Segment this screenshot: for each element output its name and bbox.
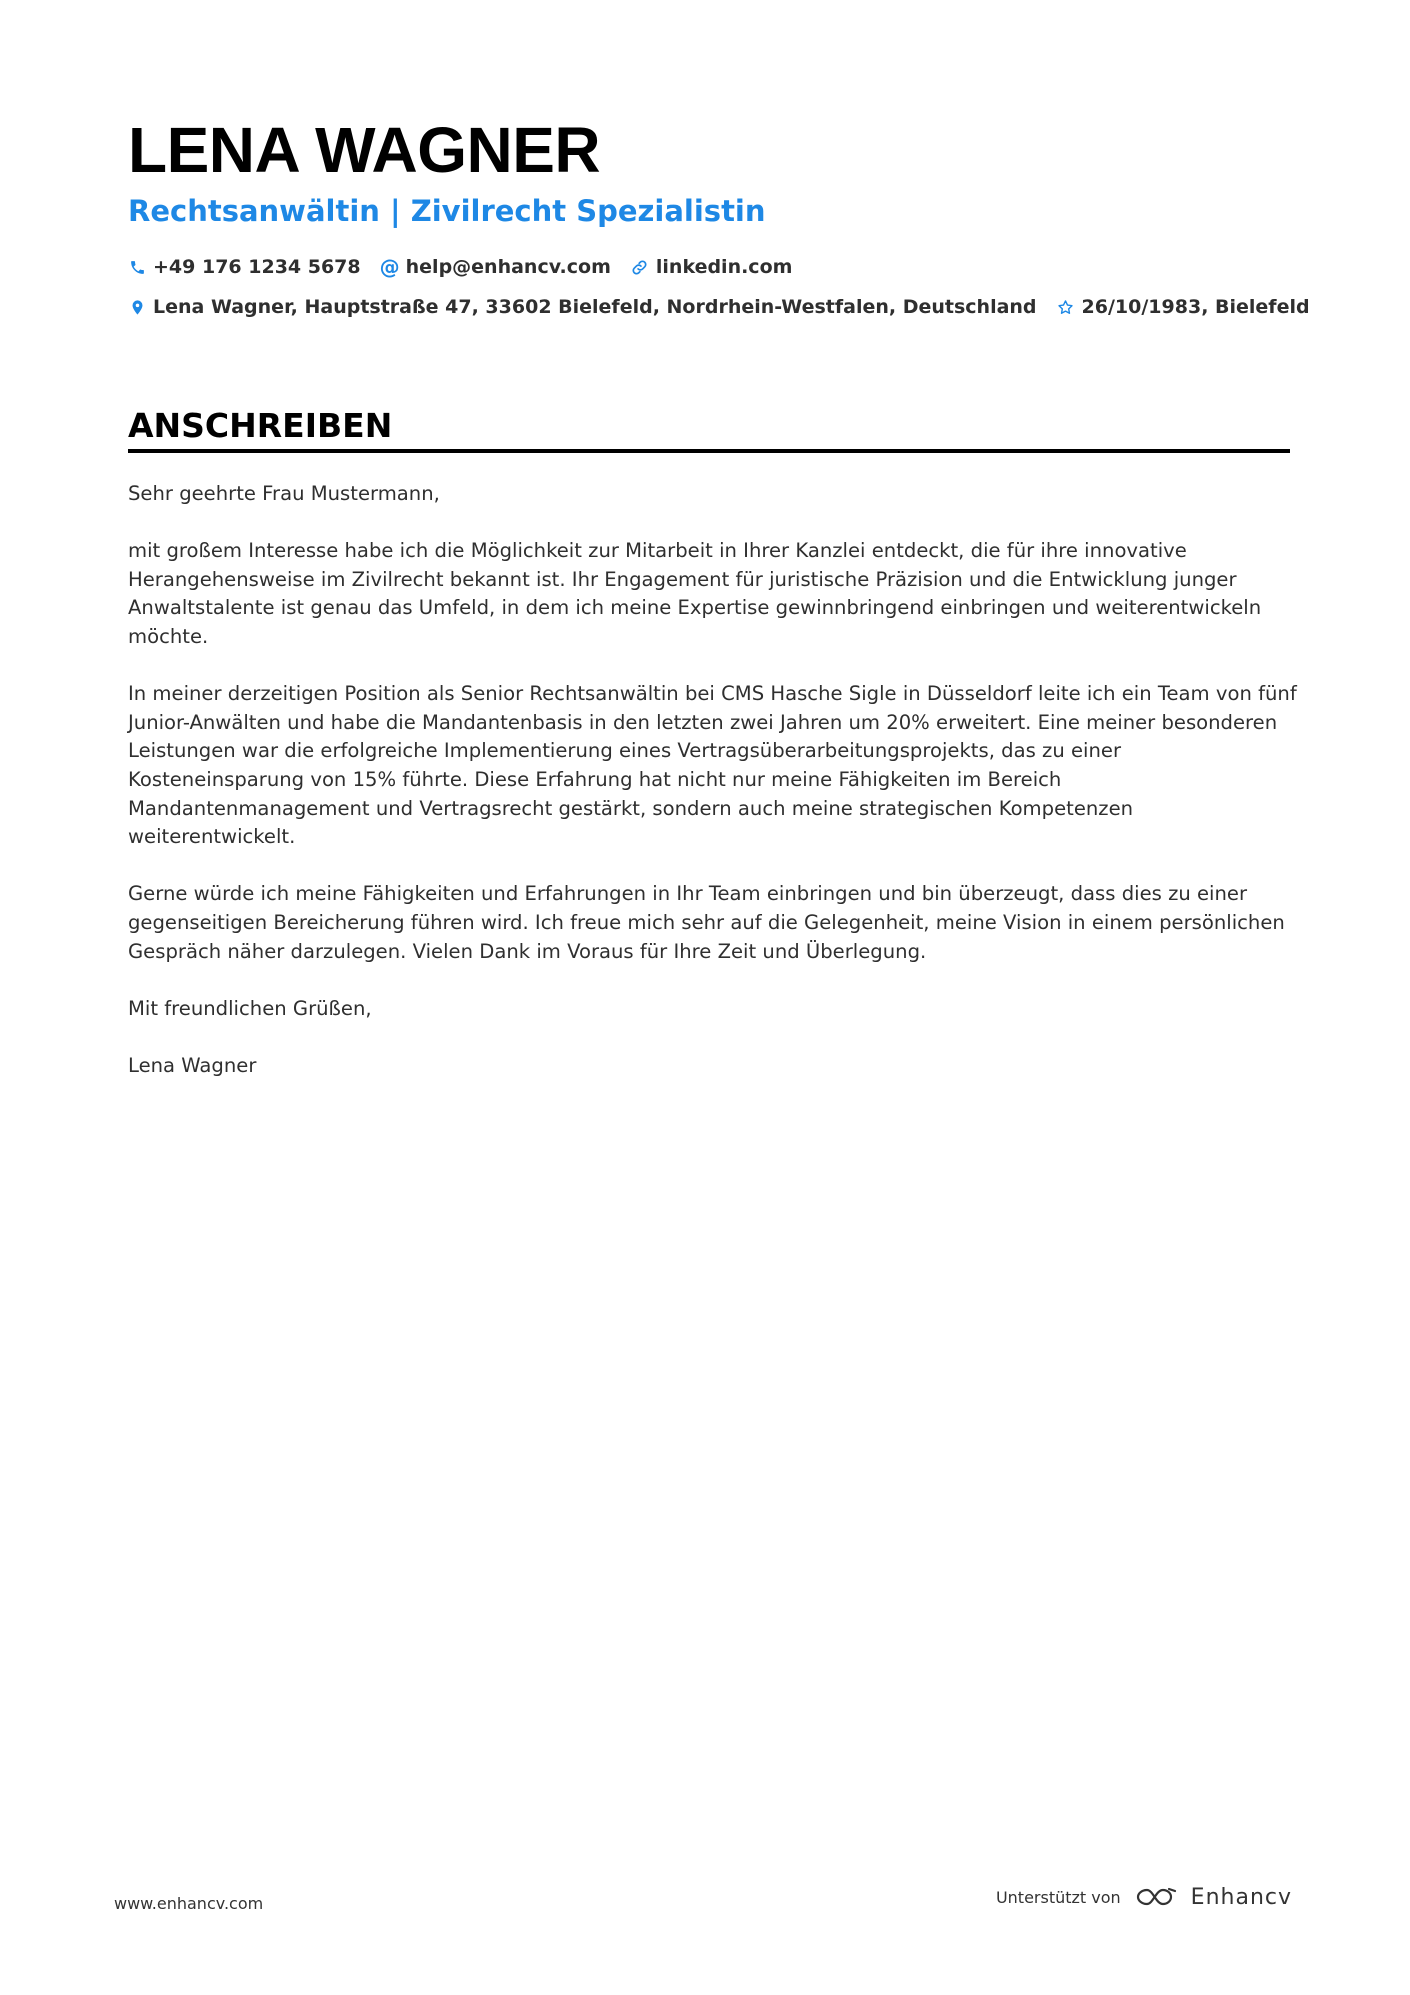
contact-address-text: Lena Wagner, Hauptstraße 47, 33602 Bielefeld, Nordrhein-Westfalen, Deutschland bbox=[153, 296, 1037, 318]
contact-birth bbox=[1057, 296, 1310, 318]
applicant-name: LENA WAGNER bbox=[128, 114, 601, 186]
contact-row-secondary bbox=[128, 292, 1330, 322]
section-divider bbox=[128, 449, 1290, 453]
letter-paragraph-2: In meiner derzeitigen Position als Senior Rechtsanwältin bei CMS Hasche Sigle in Düsseldorf leite ich ein Team von fünf Junior-Anwälten und habe die Mandantenbasis in den letzten zwei Jahren um 20% erweitert. Eine meiner besonderen Leistungen war die erfolgreiche Implementierung eines Vertragsüberarbeitungsprojekts, das zu einer Kosteneinsparung von 15% führte. Diese Erfahrung hat nicht nur meine Fähigkeiten im Bereich Mandantenmanagement und Vertragsrecht gestärkt, sondern auch meine strategischen Kompetenzen weiterentwickelt. bbox=[128, 682, 1297, 849]
contact-phone-text: +49 176 1234 5678 bbox=[153, 256, 361, 278]
contact-email[interactable] bbox=[381, 256, 611, 278]
letter-signature: Lena Wagner bbox=[128, 1053, 257, 1077]
letter-body bbox=[128, 480, 1298, 1109]
letter-closing: Mit freundlichen Grüßen, bbox=[128, 996, 372, 1020]
letter-paragraph-3: Gerne würde ich meine Fähigkeiten und Erfahrungen in Ihr Team einbringen und bin überzeugt, dass dies zu einer gegenseitigen Bereicherung führen wird. Ich freue mich sehr auf die Gelegenheit, meine Vision in einem persönlichen Gespräch näher darzulegen. Vielen Dank im Voraus für Ihre Zeit und Überlegung. bbox=[128, 882, 1285, 963]
letter-salutation: Sehr geehrte Frau Mustermann, bbox=[128, 482, 440, 505]
link-icon bbox=[631, 258, 649, 276]
enhancv-logo-icon bbox=[1133, 1884, 1179, 1910]
location-pin-icon bbox=[128, 298, 146, 316]
at-icon: @ bbox=[379, 255, 400, 279]
contact-linkedin-text: linkedin.com bbox=[655, 256, 793, 278]
contact-address bbox=[128, 296, 1037, 318]
footer-powered-by: Unterstützt von bbox=[995, 1887, 1121, 1907]
section-title: ANSCHREIBEN bbox=[128, 406, 393, 445]
footer-website[interactable]: www.enhancv.com bbox=[114, 1894, 264, 1913]
footer-brand-name: Enhancv bbox=[1190, 1884, 1292, 1910]
contact-phone[interactable] bbox=[128, 256, 361, 278]
phone-icon bbox=[128, 258, 146, 276]
star-icon bbox=[1057, 298, 1075, 316]
contact-linkedin[interactable] bbox=[631, 256, 793, 278]
contact-email-text: help@enhancv.com bbox=[405, 256, 611, 278]
letter-paragraph-1: mit großem Interesse habe ich die Möglichkeit zur Mitarbeit in Ihrer Kanzlei entdeckt, die für ihre innovative Herangehensweise im Zivilrecht bekannt ist. Ihr Engagement für juristische Präzision und die Entwicklung junger Anwaltstalente ist genau das Umfeld, in dem ich meine Expertise gewinnbringend einbringen und weiterentwickeln möchte. bbox=[128, 539, 1262, 648]
job-title: Rechtsanwältin | Zivilrecht Spezialistin bbox=[128, 194, 766, 228]
contact-row-primary bbox=[128, 252, 812, 282]
contact-birth-text: 26/10/1983, Bielefeld bbox=[1081, 296, 1310, 318]
footer-branding[interactable] bbox=[996, 1880, 1292, 1914]
